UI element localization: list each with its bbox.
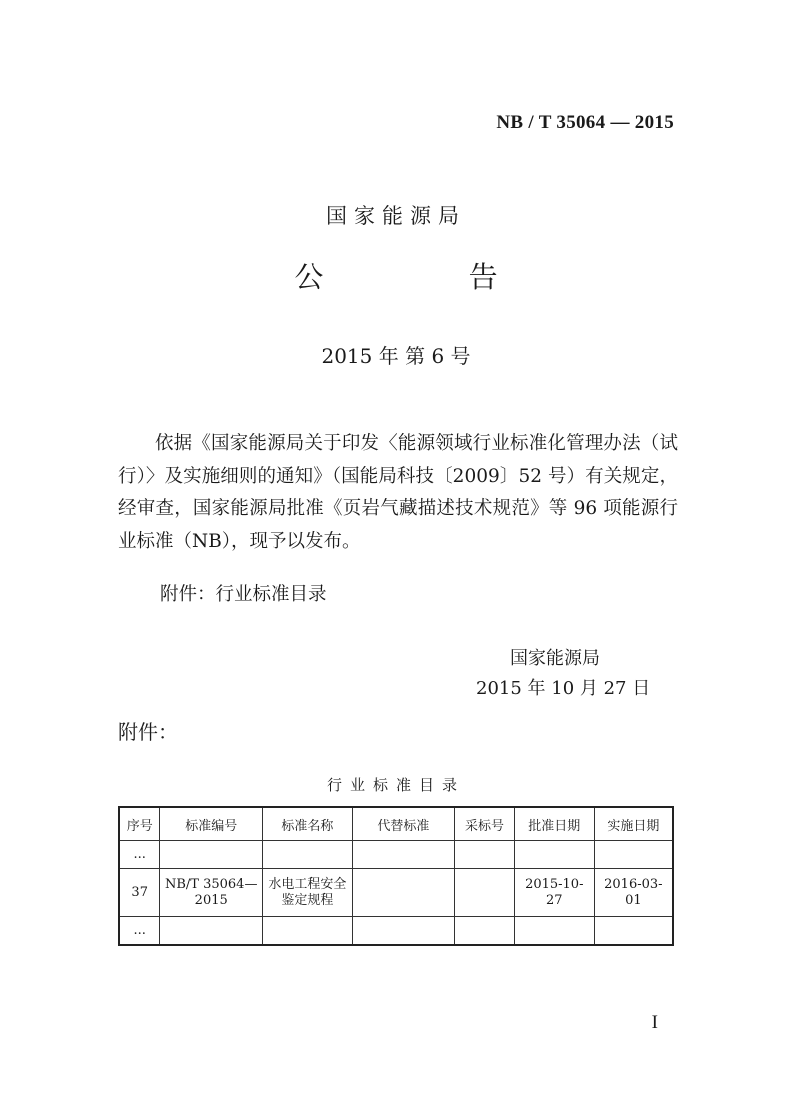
table-cell bbox=[455, 917, 515, 946]
column-header: 标准编号 bbox=[160, 807, 263, 841]
column-header: 序号 bbox=[119, 807, 160, 841]
table-cell bbox=[514, 841, 594, 869]
table-cell: ... bbox=[119, 917, 160, 946]
attachment-reference: 附件：行业标准目录 bbox=[160, 584, 327, 605]
table-cell bbox=[352, 841, 455, 869]
page-number: I bbox=[651, 1012, 658, 1033]
column-header: 采标号 bbox=[455, 807, 515, 841]
signature-date: 2015 年 10 月 27 日 bbox=[476, 678, 651, 699]
announcement-body bbox=[118, 428, 678, 558]
catalog-table-title: 行业标准目录 bbox=[326, 776, 465, 794]
table-cell: ... bbox=[119, 841, 160, 869]
standards-catalog-table bbox=[118, 806, 674, 946]
issue-number: 2015 年 第 6 号 bbox=[321, 344, 471, 368]
table-cell bbox=[514, 917, 594, 946]
table-cell bbox=[263, 841, 353, 869]
table-cell bbox=[263, 917, 353, 946]
table-cell bbox=[352, 869, 455, 917]
table-row bbox=[119, 869, 673, 917]
table-cell bbox=[352, 917, 455, 946]
table-cell: 2016-03-01 bbox=[594, 869, 673, 917]
table-cell bbox=[455, 869, 515, 917]
column-header: 代替标准 bbox=[352, 807, 455, 841]
table-cell bbox=[160, 841, 263, 869]
table-cell: 37 bbox=[119, 869, 160, 917]
table-cell: 2015-10-27 bbox=[514, 869, 594, 917]
table-header-row bbox=[119, 807, 673, 841]
announcement-paragraph: 依据《国家能源局关于印发〈能源领域行业标准化管理办法（试行）〉及实施细则的通知》（国能局科技〔2009〕52 号）有关规定，经审查，国家能源局批准《页岩气藏描述技术规范》等 96 项能源行业标准（NB），现予以发布。 bbox=[118, 433, 678, 552]
table-row bbox=[119, 917, 673, 946]
attachment-heading: 附件： bbox=[118, 720, 178, 744]
announcement-title: 公 告 bbox=[294, 260, 566, 294]
table-cell: NB/T 35064—2015 bbox=[160, 869, 263, 917]
table-cell bbox=[160, 917, 263, 946]
column-header: 实施日期 bbox=[594, 807, 673, 841]
table-row bbox=[119, 841, 673, 869]
table-cell bbox=[594, 841, 673, 869]
table-cell bbox=[455, 841, 515, 869]
standard-code: NB / T 35064 — 2015 bbox=[496, 112, 674, 133]
issuing-agency: 国家能源局 bbox=[326, 204, 466, 228]
signature-organization: 国家能源局 bbox=[510, 648, 600, 669]
table-cell: 水电工程安全鉴定规程 bbox=[263, 869, 353, 917]
column-header: 标准名称 bbox=[263, 807, 353, 841]
column-header: 批准日期 bbox=[514, 807, 594, 841]
table-cell bbox=[594, 917, 673, 946]
